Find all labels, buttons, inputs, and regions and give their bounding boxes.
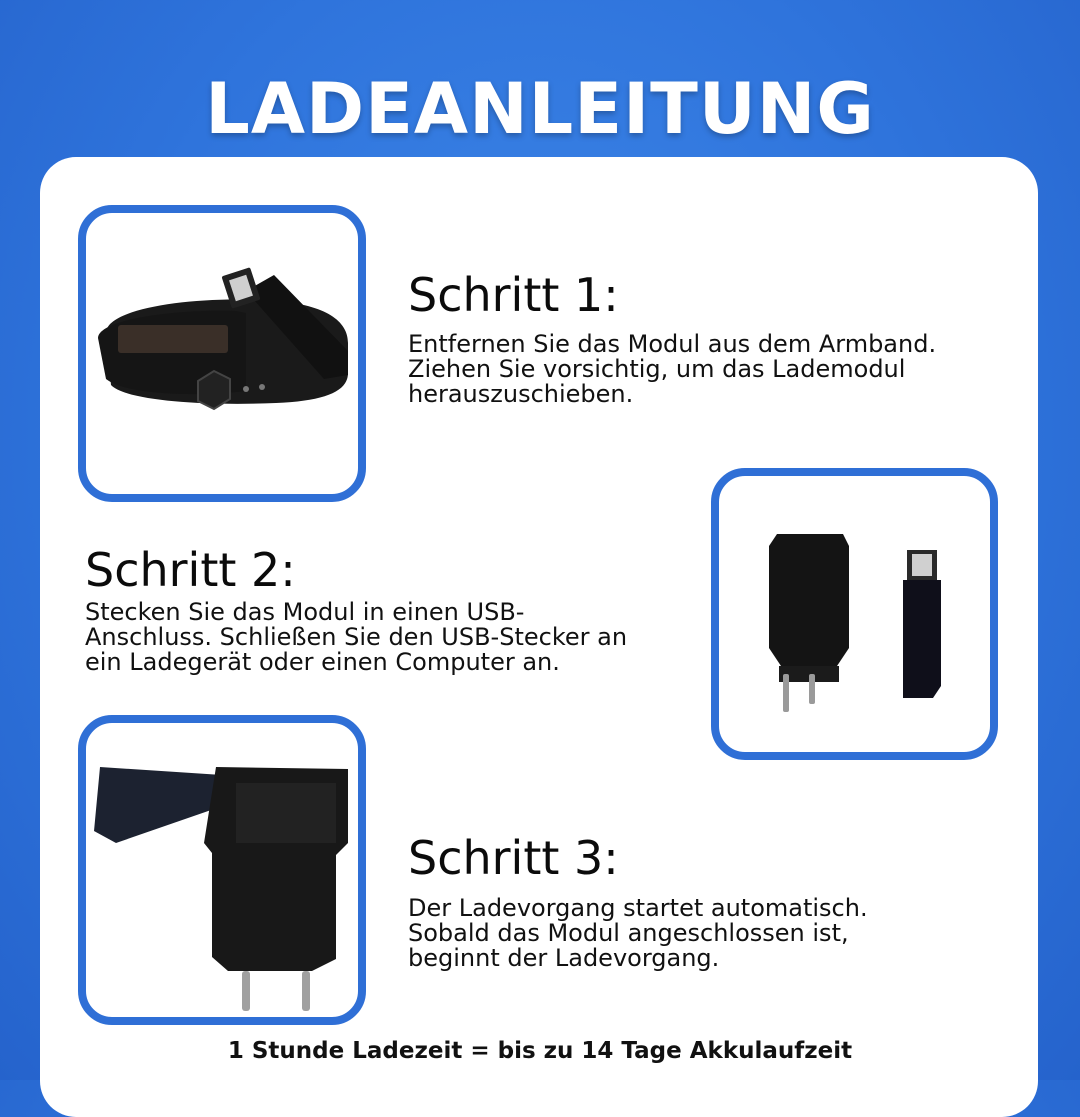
step-1-heading: Schritt 1: [408, 268, 619, 322]
step-2-text: Stecken Sie das Modul in einen USB- Anschluss. Schließen Sie den USB-Stecker an ein Ladegerät oder einen Computer an. [85, 598, 628, 676]
step-1-text: Entfernen Sie das Modul aus dem Armband. Ziehen Sie vorsichtig, um das Lademodul herauszuschieben. [408, 330, 937, 408]
step-2-image-frame [711, 468, 998, 760]
step-3-heading: Schritt 3: [408, 831, 619, 885]
step-1-image-frame [78, 205, 366, 502]
charger-and-module-image [719, 476, 990, 752]
module-plugged-into-charger-image [86, 723, 358, 1017]
charging-summary: 1 Stunde Ladezeit = bis zu 14 Tage Akkulaufzeit [227, 1038, 853, 1064]
page-title: LADEANLEITUNG [205, 68, 875, 150]
step-3-text: Der Ladevorgang startet automatisch. Sobald das Modul angeschlossen ist, beginnt der Ladevorgang. [408, 894, 868, 972]
step-2-heading: Schritt 2: [85, 543, 296, 597]
step-3-image-frame [78, 715, 366, 1025]
wristband-with-usb-module-image [86, 213, 358, 494]
